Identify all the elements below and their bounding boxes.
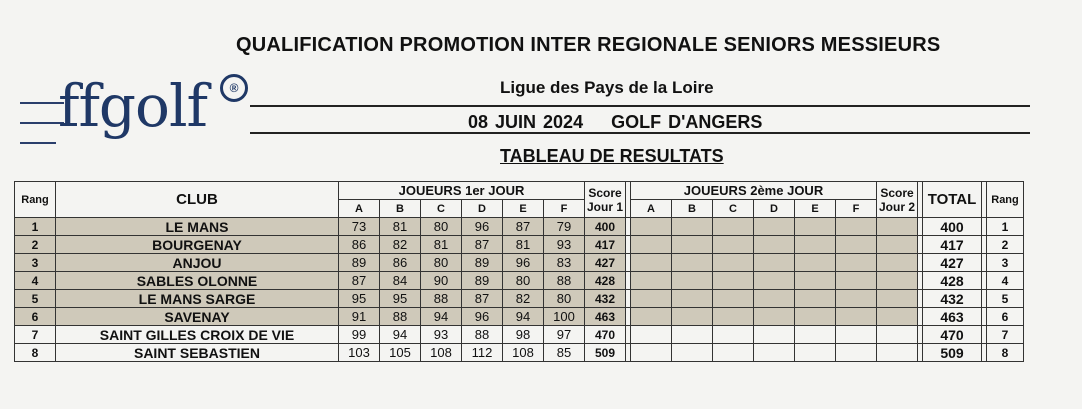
day2-score-cell [754,290,795,308]
day2-score-cell [836,290,877,308]
day1-total-cell: 509 [585,344,626,362]
day2-score-cell [795,326,836,344]
table-row [15,218,1024,236]
day2-total-cell [877,290,918,308]
day2-total-cell [877,254,918,272]
day2-score-cell [836,326,877,344]
club-cell: SABLES OLONNE [56,272,339,290]
day1-score-cell: 81 [421,236,462,254]
day1-score-cell: 89 [462,254,503,272]
header-rang: Rang [15,182,56,218]
club-cell: SAINT GILLES CROIX DE VIE [56,326,339,344]
day1-score-cell: 98 [503,326,544,344]
ffgolf-logo [20,72,250,158]
day1-score-cell: 93 [421,326,462,344]
day2-score-cell [795,218,836,236]
rank-end-cell: 6 [987,308,1024,326]
day2-score-cell [754,218,795,236]
day1-score-cell: 94 [380,326,421,344]
day2-score-cell [672,254,713,272]
day2-score-cell [631,326,672,344]
day1-score-cell: 96 [462,308,503,326]
day1-player-header: E [503,200,544,218]
day2-score-cell [631,254,672,272]
table-row [15,236,1024,254]
day2-score-cell [754,236,795,254]
day2-score-cell [672,236,713,254]
club-cell: LE MANS [56,218,339,236]
day1-score-cell: 87 [462,290,503,308]
day1-score-cell: 89 [339,254,380,272]
day1-player-header: B [380,200,421,218]
rank-end-cell: 1 [987,218,1024,236]
day1-total-cell: 470 [585,326,626,344]
day1-total-cell: 432 [585,290,626,308]
rank-cell: 8 [15,344,56,362]
day2-player-header: E [795,200,836,218]
day2-score-cell [836,272,877,290]
day1-score-cell: 88 [421,290,462,308]
header-total: TOTAL [923,182,982,218]
day2-score-cell [713,272,754,290]
day2-player-header: D [754,200,795,218]
event-venue: GOLF D'ANGERS [611,112,763,132]
day2-total-cell [877,218,918,236]
day1-score-cell: 87 [462,236,503,254]
logo-text: ffgolf [58,72,207,140]
day1-score-cell: 73 [339,218,380,236]
day1-player-header: D [462,200,503,218]
club-cell: LE MANS SARGE [56,290,339,308]
day2-score-cell [631,236,672,254]
day2-score-cell [795,236,836,254]
day1-score-cell: 80 [544,290,585,308]
day1-player-header: A [339,200,380,218]
day2-score-cell [713,326,754,344]
day1-score-cell: 103 [339,344,380,362]
day1-score-cell: 95 [380,290,421,308]
day1-score-cell: 96 [462,218,503,236]
header-club: CLUB [56,182,339,218]
day2-score-cell [713,236,754,254]
day2-score-cell [713,290,754,308]
day1-score-cell: 86 [380,254,421,272]
document-title: QUALIFICATION PROMOTION INTER REGIONALE SENIORS MESSIEURS [236,34,941,56]
header-day2: JOUEURS 2ème JOUR [631,182,877,200]
day2-total-cell [877,308,918,326]
day1-score-cell: 99 [339,326,380,344]
club-cell: BOURGENAY [56,236,339,254]
total-cell: 432 [923,290,982,308]
day1-score-cell: 88 [544,272,585,290]
day2-score-cell [795,272,836,290]
header-score-day1: Score Jour 1 [585,182,626,218]
table-row [15,272,1024,290]
day1-score-cell: 94 [421,308,462,326]
rooster-registered-icon: ® [220,74,248,102]
day2-score-cell [672,272,713,290]
rank-end-cell: 8 [987,344,1024,362]
day2-score-cell [672,308,713,326]
rank-end-cell: 3 [987,254,1024,272]
rank-cell: 2 [15,236,56,254]
day1-score-cell: 87 [503,218,544,236]
table-row [15,254,1024,272]
total-cell: 417 [923,236,982,254]
day1-score-cell: 112 [462,344,503,362]
rank-cell: 4 [15,272,56,290]
club-cell: ANJOU [56,254,339,272]
day2-score-cell [631,308,672,326]
header-rang-end: Rang [987,182,1024,218]
day1-score-cell: 87 [339,272,380,290]
day1-total-cell: 463 [585,308,626,326]
day2-score-cell [713,308,754,326]
day2-total-cell [877,326,918,344]
day2-score-cell [713,254,754,272]
day2-score-cell [795,254,836,272]
total-cell: 470 [923,326,982,344]
day1-score-cell: 86 [339,236,380,254]
day1-score-cell: 80 [421,254,462,272]
day2-total-cell [877,344,918,362]
day1-score-cell: 90 [421,272,462,290]
day2-score-cell [672,344,713,362]
day2-score-cell [631,344,672,362]
day1-score-cell: 81 [503,236,544,254]
day2-score-cell [754,344,795,362]
day1-total-cell: 400 [585,218,626,236]
day2-player-header: A [631,200,672,218]
day1-score-cell: 108 [421,344,462,362]
day2-score-cell [795,344,836,362]
day2-score-cell [672,218,713,236]
day2-total-cell [877,236,918,254]
day2-score-cell [754,308,795,326]
day2-score-cell [754,272,795,290]
day1-score-cell: 88 [380,308,421,326]
day2-score-cell [795,290,836,308]
day2-player-header: F [836,200,877,218]
rank-cell: 3 [15,254,56,272]
day2-score-cell [631,272,672,290]
rank-end-cell: 4 [987,272,1024,290]
total-cell: 400 [923,218,982,236]
day2-player-header: B [672,200,713,218]
day2-score-cell [795,308,836,326]
day2-score-cell [672,290,713,308]
day1-score-cell: 82 [380,236,421,254]
day1-score-cell: 93 [544,236,585,254]
results-table [14,181,1024,362]
day1-player-header: C [421,200,462,218]
day2-player-header: C [713,200,754,218]
day1-score-cell: 94 [503,308,544,326]
day2-total-cell [877,272,918,290]
day2-score-cell [754,254,795,272]
day2-score-cell [754,326,795,344]
table-row [15,326,1024,344]
total-cell: 427 [923,254,982,272]
rank-cell: 5 [15,290,56,308]
day1-score-cell: 84 [380,272,421,290]
day1-score-cell: 80 [503,272,544,290]
table-row [15,344,1024,362]
day2-score-cell [836,254,877,272]
day1-score-cell: 91 [339,308,380,326]
day2-score-cell [836,308,877,326]
rank-end-cell: 5 [987,290,1024,308]
day1-score-cell: 80 [421,218,462,236]
day1-score-cell: 100 [544,308,585,326]
day2-score-cell [713,218,754,236]
day1-score-cell: 85 [544,344,585,362]
rank-cell: 6 [15,308,56,326]
day1-score-cell: 95 [339,290,380,308]
day1-score-cell: 96 [503,254,544,272]
rank-cell: 1 [15,218,56,236]
league-name: Ligue des Pays de la Loire [500,78,714,97]
day1-score-cell: 97 [544,326,585,344]
total-cell: 428 [923,272,982,290]
rank-end-cell: 7 [987,326,1024,344]
day1-total-cell: 417 [585,236,626,254]
divider-top [250,105,1030,107]
rank-cell: 7 [15,326,56,344]
day1-total-cell: 427 [585,254,626,272]
day2-score-cell [836,218,877,236]
club-cell: SAINT SEBASTIEN [56,344,339,362]
day2-score-cell [672,326,713,344]
event-date: 08 JUIN 2024 [468,112,584,132]
day1-score-cell: 82 [503,290,544,308]
day1-total-cell: 428 [585,272,626,290]
rank-end-cell: 2 [987,236,1024,254]
day2-score-cell [836,236,877,254]
total-cell: 509 [923,344,982,362]
day1-score-cell: 88 [462,326,503,344]
header-score-day2: Score Jour 2 [877,182,918,218]
day1-player-header: F [544,200,585,218]
day1-score-cell: 79 [544,218,585,236]
day2-score-cell [836,344,877,362]
day1-score-cell: 89 [462,272,503,290]
table-row [15,308,1024,326]
day1-score-cell: 83 [544,254,585,272]
day2-score-cell [713,344,754,362]
day2-score-cell [631,290,672,308]
day1-score-cell: 81 [380,218,421,236]
total-cell: 463 [923,308,982,326]
event-info [468,112,790,133]
table-row [15,290,1024,308]
header-day1: JOUEURS 1er JOUR [339,182,585,200]
day1-score-cell: 108 [503,344,544,362]
club-cell: SAVENAY [56,308,339,326]
day2-score-cell [631,218,672,236]
day1-score-cell: 105 [380,344,421,362]
table-title: TABLEAU DE RESULTATS [500,146,724,166]
